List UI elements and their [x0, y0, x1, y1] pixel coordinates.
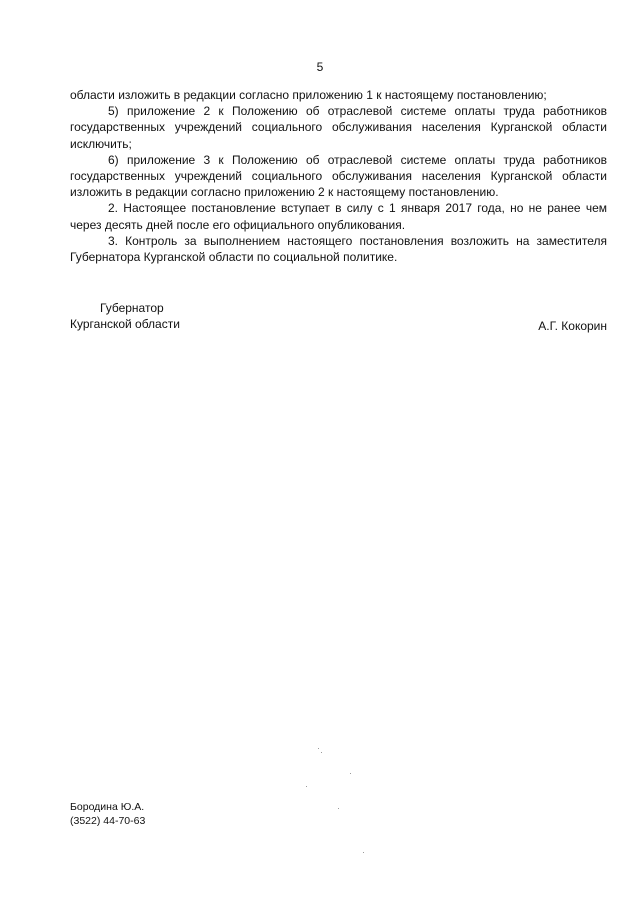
page-number: 5: [316, 60, 324, 74]
executor-info: [70, 800, 145, 828]
paragraph-item-6: 6) приложение 3 к Положению об отраслевой системе оплаты труда работников государственных учреждений социального обслуживания населения Курганской области изложить в редакции согласно приложению 2 к настоящему постановлению.: [70, 152, 607, 200]
scan-speck: [338, 808, 339, 809]
scan-speck: [306, 786, 307, 787]
executor-name: Бородина Ю.А.: [70, 801, 145, 813]
executor-phone: (3522) 44-70-63: [70, 815, 146, 827]
paragraph-clause-3: 3. Контроль за выполнением настоящего постановления возложить на заместителя Губернатора Курганской области по социальной политике.: [70, 233, 607, 265]
signatory-name: А.Г. Кокорин: [538, 319, 607, 333]
document-body: [70, 87, 607, 265]
scan-speck: [318, 748, 319, 749]
scan-speck: [363, 852, 364, 853]
signature-block: [70, 300, 607, 340]
signatory-title-line-2: Курганской области: [70, 317, 180, 331]
signatory-title-line-1: Губернатор: [100, 301, 164, 315]
paragraph-continuation: области изложить в редакции согласно приложению 1 к настоящему постановлению;: [70, 88, 547, 102]
scan-speck: [321, 752, 322, 753]
scan-speck: [350, 773, 351, 774]
paragraph-item-5: 5) приложение 2 к Положению об отраслевой системе оплаты труда работников государственных учреждений социального обслуживания населения Курганской области исключить;: [70, 104, 607, 151]
paragraph-clause-2: 2. Настоящее постановление вступает в силу с 1 января 2017 года, но не ранее чем через десять дней после его официального опубликования.: [70, 201, 607, 232]
